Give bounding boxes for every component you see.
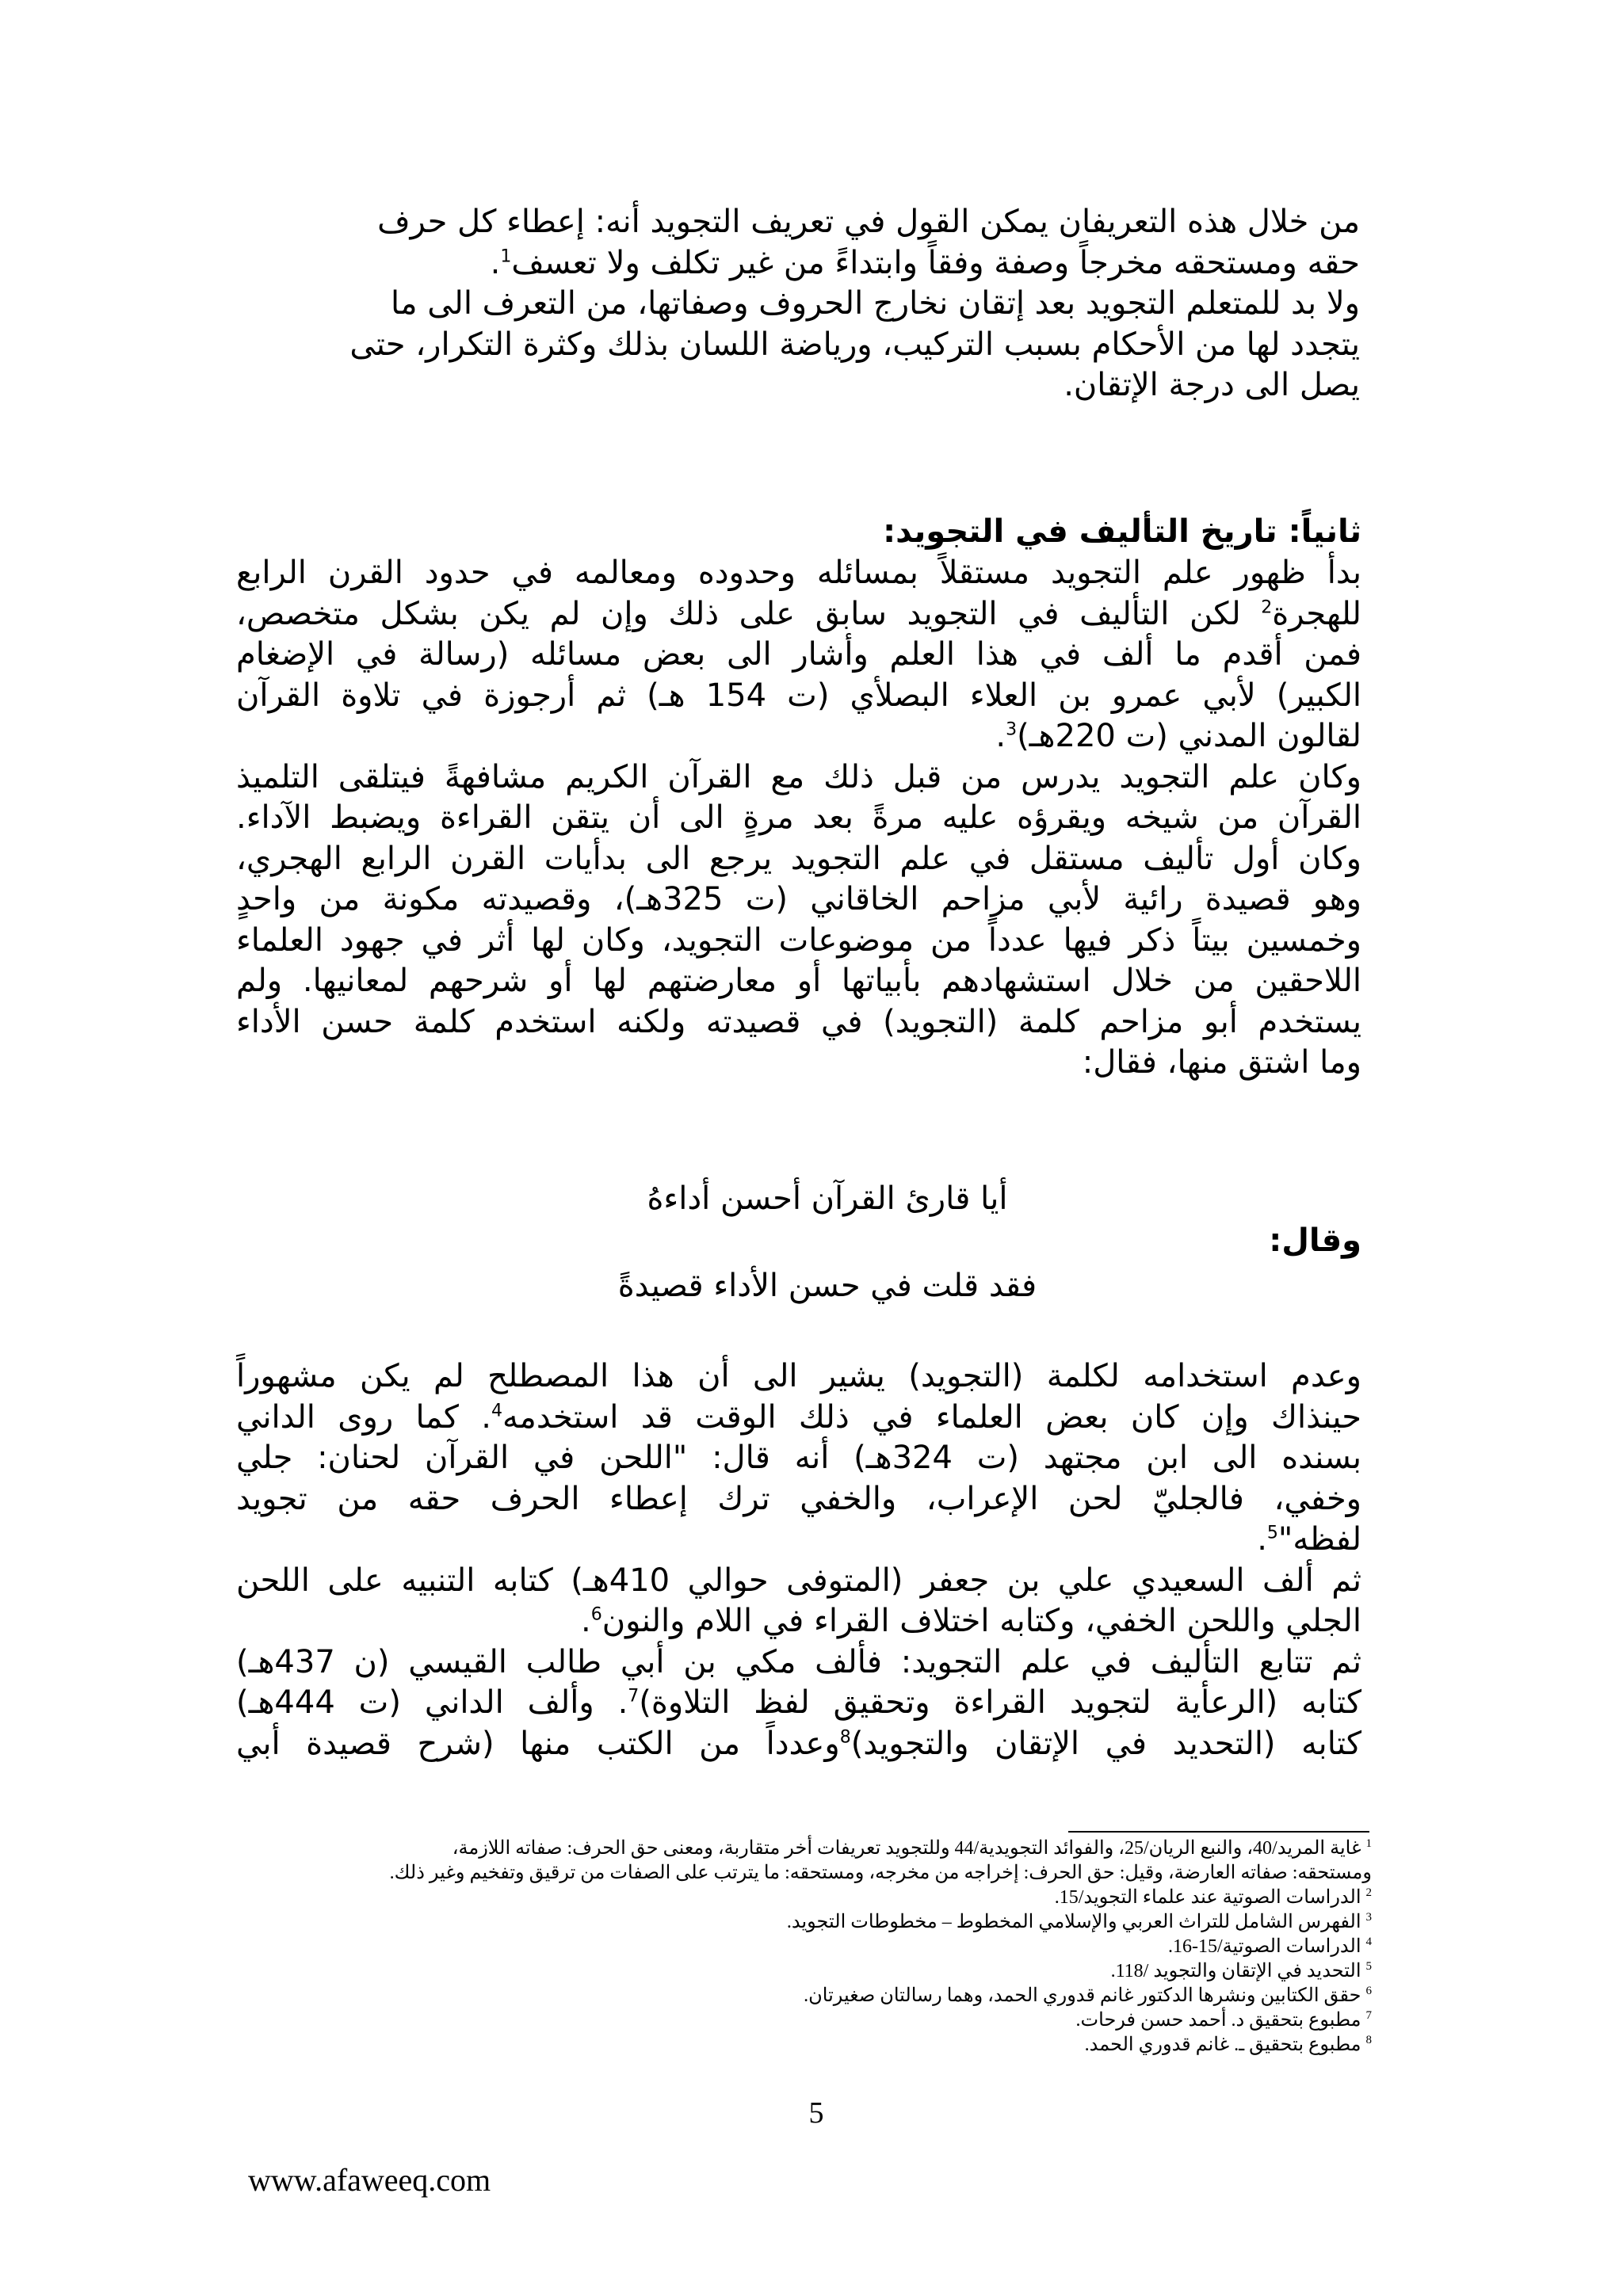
footnote: $^1$ غاية المريد/40، والنبع الريان/25، والفوائد التجويدية/44 وللتجويد تعريفات أخر متقاربة، ومعنى حق الحرف: صفاته اللازمة، [452, 1837, 1372, 1859]
footnote-ref: 7 [628, 1686, 640, 1707]
text-line: لقالون المدني (ت 220هـ)$^3$. [995, 718, 1361, 754]
text-line: وخفي، فالجليّ لحن الإعراب، والخفي ترك إعطاء الحرف حقه من تجويد [236, 1480, 1361, 1517]
text-line: ثم ألف السعيدي علي بن جعفر (المتوفى حوالي 410هـ) كتابه التنبيه على اللحن [236, 1562, 1362, 1599]
footnote: $^2$ الدراسات الصوتية عند علماء التجويد/15. [1054, 1886, 1372, 1908]
footnote: ومستحقه: صفاته العارضة، وقيل: حق الحرف: إخراجه من مخرجه، ومستحقه: ما يترتب على الصفات من ترقيق وتفخيم وغير ذلك. [389, 1863, 1372, 1883]
text-line: وهو قصيدة رائية لأبي مزاحم الخاقاني (ت 325هـ)، وقصيدته مكونة من واحدٍ [236, 881, 1361, 917]
text-line: وكان علم التجويد يدرس من قبل ذلك مع القرآن الكريم مشافهةً فيتلقى التلميذ [236, 758, 1361, 795]
website-url[interactable]: www.afaweeq.com [248, 2162, 491, 2198]
text-line: الجلي واللحن الخفي، وكتابه اختلاف القراء في اللام والنون$^6$. [581, 1603, 1361, 1639]
footnote: $^6$ حقق الكتابين ونشرها الدكتور غانم قدوري الحمد، وهما رسالتان صغيرتان. [804, 1985, 1372, 2006]
intro-text [330, 202, 1360, 406]
footnote: $^3$ الفهرس الشامل للتراث العربي والإسلامي المخطوط – مخطوطات التجويد. [786, 1911, 1372, 1932]
verse-line: فقد قلت في حسن الأداء قصيدةً [617, 1268, 1037, 1304]
footnote-ref: 1 [500, 246, 512, 267]
footnote-ref: 3 [1006, 719, 1018, 740]
section-heading: ثانياً: تاريخ التأليف في التجويد: [883, 513, 1361, 550]
footnote-ref: 2 [1261, 597, 1273, 618]
text-line: وما اشتق منها، فقال: [1082, 1044, 1361, 1081]
footnote-ref: 8 [839, 1727, 851, 1748]
text-line: لفظه"$^5$. [1257, 1521, 1361, 1558]
verse-line: أيا قارئ القرآن أحسن أداءهُ [647, 1180, 1008, 1217]
text-line: ثم تتابع التأليف في علم التجويد: فألف مكي بن أبي طالب القيسي (ن 437هـ) [236, 1643, 1361, 1680]
text-line: للهجرة$^2$ لكن التأليف في التجويد سابق على ذلك وإن لم يكن بشكل متخصص، [236, 595, 1361, 632]
section-body [236, 553, 1361, 1084]
text-line: حينذاك وإن كان بعض العلماء في ذلك الوقت قد استخدمه$^4$. كما روى الداني [236, 1398, 1361, 1436]
text-line: كتابه (الرعأية لتجويد القراءة وتحقيق لفظ التلاوة)$^7$. وألف الداني (ت 444هـ) [236, 1684, 1361, 1721]
page-number: 5 [808, 2096, 824, 2130]
footnote: $^7$ مطبوع بتحقيق د. أحمد حسن فرحات. [1075, 2009, 1372, 2031]
footnote-ref: 5 [1266, 1523, 1278, 1543]
text-line: وكان أول تأليف مستقل في علم التجويد يرجع الى بدأيات القرن الرابع الهجري، [236, 840, 1361, 877]
footnote: $^8$ مطبوع بتحقيق ـ. غانم قدوري الحمد. [1084, 2034, 1372, 2055]
closing-text [236, 1356, 1361, 1764]
text-line: اللاحقين من خلال استشهادهم بأبياتها أو معارضتهم لها أو شرحهم لمعانيها. ولم [236, 963, 1361, 999]
text-line: بدأ ظهور علم التجويد مستقلاً بمسائله وحدوده ومعالمه في حدود القرن الرابع [236, 555, 1361, 591]
footnote: $^5$ التحديد في الإتقان والتجويد /118. [1110, 1960, 1372, 1981]
text-line: يصل الى درجة الإتقان. [1064, 367, 1360, 403]
text-line: ولا بد للمتعلم التجويد بعد إتقان نخارج الحروف وصفاتها، من التعرف الى ما [390, 285, 1360, 322]
footnote-ref: 4 [491, 1401, 502, 1421]
footnote-separator [1068, 1831, 1369, 1833]
text-line: من خلال هذه التعريفان يمكن القول في تعريف التجويد أنه: إعطاء كل حرف [377, 204, 1360, 240]
text-line: يتجدد لها من الأحكام بسبب التركيب، ورياضة اللسان بذلك وكثرة التكرار، حتى [349, 326, 1360, 363]
text-line: بسنده الى ابن مجتهد (ت 324هـ) أنه قال: "اللحن في القرآن لحنان: جلي [236, 1440, 1361, 1476]
text-line: فمن أقدم ما ألف في هذا العلم وأشار الى بعض مسائله (رسالة في الإضغام [236, 636, 1361, 673]
text-line: القرآن من شيخه ويقرؤه عليه مرةً بعد مرةٍ الى أن يتقن القراءة ويضبط الآداء. [236, 799, 1361, 836]
text-line: وعدم استخدامه لكلمة (التجويد) يشير الى أن هذا المصطلح لم يكن مشهوراً [236, 1358, 1361, 1394]
text-line: الكبير) لأبي عمرو بن العلاء البصلأي (ت 154 هـ) ثم أرجوزة في تلاوة القرآن [236, 677, 1361, 714]
text-line: حقه ومستحقه مخرجاً وصفة وفقاً وابتداءً من غير تكلف ولا تعسف$^1$. [490, 244, 1360, 281]
footnotes [246, 1836, 1372, 2058]
text-line: يستخدم أبو مزاحم كلمة (التجويد) في قصيدته ولكنه استخدم كلمة حسن الأداء [236, 1003, 1361, 1040]
text-line: وخمسين بيتاً ذكر فيها عدداً من موضوعات التجويد، وكان لها أثر في جهود العلماء [236, 921, 1361, 959]
footnote: $^4$ الدراسات الصوتية/15-16. [1168, 1936, 1372, 1957]
waqal-label: وقال: [1269, 1222, 1361, 1259]
footnote-ref: 6 [590, 1604, 602, 1625]
text-line: كتابه (التحديد في الإتقان والتجويد)$^8$وعدداً من الكتب منها (شرح قصيدة أبي [236, 1725, 1361, 1762]
